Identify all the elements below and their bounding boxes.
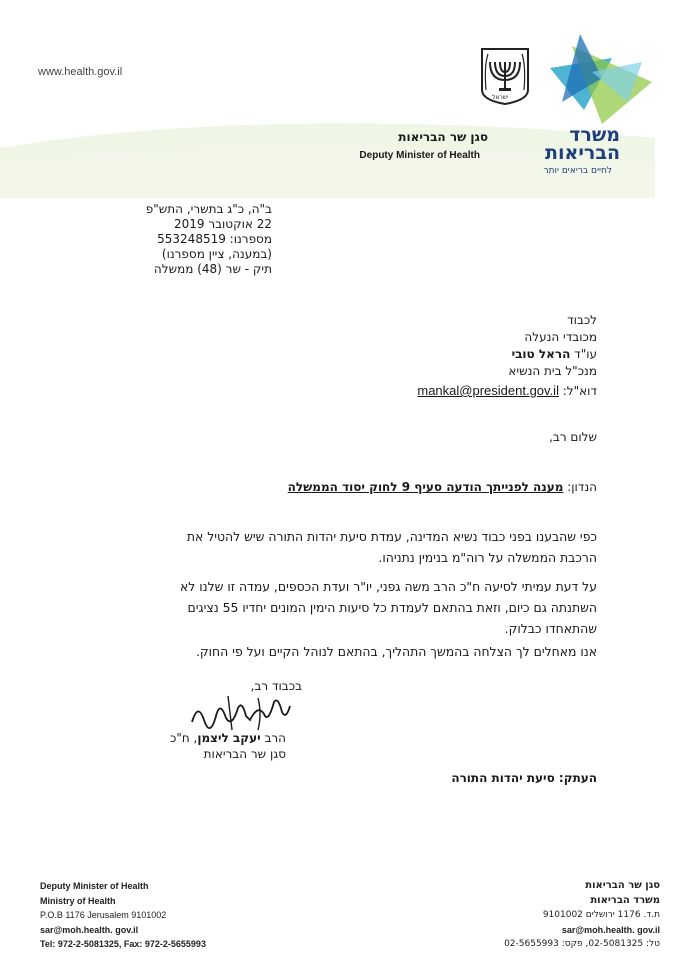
ministry-wordmark-line1: משרד: [569, 124, 620, 146]
paragraph-1-line-1: כפי שהבענו בפני כבוד נשיא המדינה, עמדת סיעת יהדות התורה שיש להטיל את: [186, 529, 597, 544]
date-gregorian: 22 אוקטובר 2019: [173, 217, 272, 231]
subject-line: [288, 480, 597, 495]
footer-he-line-1: סגן שר הבריאות: [585, 880, 660, 891]
recipient-email-link[interactable]: mankal@president.gov.il: [417, 383, 559, 398]
handwritten-signature: [188, 694, 294, 734]
recipient-name: הראל טובי: [511, 347, 571, 361]
footer-en-line-1: Deputy Minister of Health: [40, 881, 149, 891]
file-number: תיק - שר (48) ממשלה: [153, 262, 272, 276]
deputy-title-en: Deputy Minister of Health: [359, 150, 480, 161]
emblem-label: ישראל: [492, 94, 509, 101]
recipient-email-line: [417, 382, 597, 400]
footer-he-line-3: ת.ד. 1176 ירושלים 9101002: [542, 910, 660, 920]
ministry-tagline: לחיים בריאים יותר: [543, 166, 612, 176]
footer-en-line-2: Ministry of Health: [40, 895, 116, 906]
paragraph-2-line-3: שהתאחדו כבלוק.: [504, 621, 597, 636]
footer-hebrew: [504, 879, 660, 952]
recipient-title: מנכ"ל בית הנשיא: [508, 364, 597, 378]
ministry-wordmark: [545, 126, 620, 162]
subject-label: הנדון:: [563, 480, 597, 494]
deputy-title-he: סגן שר הבריאות: [398, 130, 488, 144]
paragraph-2: [180, 576, 597, 639]
cc-line: [451, 771, 597, 786]
paragraph-2-line-2: השתנתה גם כיום, וזאת בהתאם לעמדת כל סיעות הימין המונים יחדיו 55 נציגים: [187, 600, 597, 615]
greeting: שלום רב,: [549, 430, 597, 444]
footer-english: [40, 879, 206, 952]
website-url: www.health.gov.il: [38, 66, 123, 78]
cc-text: סיעת יהדות התורה: [451, 771, 555, 785]
cc-label: העתק:: [554, 771, 597, 785]
paragraph-3: אנו מאחלים לך הצלחה בהמשך התהליך, בהתאם לנוהל הקיים ועל פי החוק.: [195, 644, 597, 659]
footer-he-email[interactable]: sar@moh.health. gov.il: [561, 924, 660, 935]
signer-title: סגן שר הבריאות: [203, 747, 286, 761]
signer-name: יעקב ליצמן: [197, 731, 261, 745]
recipient-name-line: [417, 346, 597, 363]
footer-en-phone: Tel: 972-2-5081325, Fax: 972-2-5655993: [40, 939, 206, 949]
date-hebrew: ב"ה, כ"ג בתשרי, התש"פ: [145, 202, 272, 216]
recipient-name-prefix: עו"ד: [570, 347, 597, 361]
paragraph-1: [187, 526, 597, 568]
ministry-wordmark-line2: הבריאות: [544, 142, 620, 164]
email-label: דוא"ל:: [558, 384, 597, 398]
signer-name-line: [170, 730, 286, 746]
recipient-block: [417, 312, 597, 400]
reply-note: (במענה, ציין מספרנו): [161, 247, 272, 261]
signer-prefix: הרב: [260, 731, 286, 745]
recipient-to: לכבוד: [567, 313, 597, 327]
reference-number: מספרנו: 553248519: [157, 232, 272, 246]
closing: בכבוד רב,: [250, 679, 302, 693]
footer-he-line-2: משרד הבריאות: [590, 894, 660, 906]
signer-suffix: , ח"כ: [169, 731, 198, 745]
subject-text: מענה לפנייתך הודעה סעיף 9 לחוק יסוד הממשלה: [287, 480, 564, 494]
signer-block: [170, 730, 286, 762]
footer-en-line-3: P.O.B 1176 Jerusalem 9101002: [40, 910, 167, 920]
footer-en-email[interactable]: sar@moh.health. gov.il: [40, 924, 139, 935]
recipient-honorific: מכובדי הנעלה: [524, 330, 597, 344]
letter-meta: [146, 202, 272, 277]
footer-he-phone: טל: 02-5081325, פקס: 02-5655993: [504, 939, 660, 949]
paragraph-1-line-2: הרכבת הממשלה על רוה"מ בנימין נתניהו.: [378, 550, 597, 565]
ministry-logo-icon: [542, 32, 657, 127]
paragraph-2-line-1: על דעת עמיתי לסיעה ח"כ הרב משה גפני, יו"ר ועדת הכספים, עמדה זו שלנו לא: [180, 579, 597, 594]
